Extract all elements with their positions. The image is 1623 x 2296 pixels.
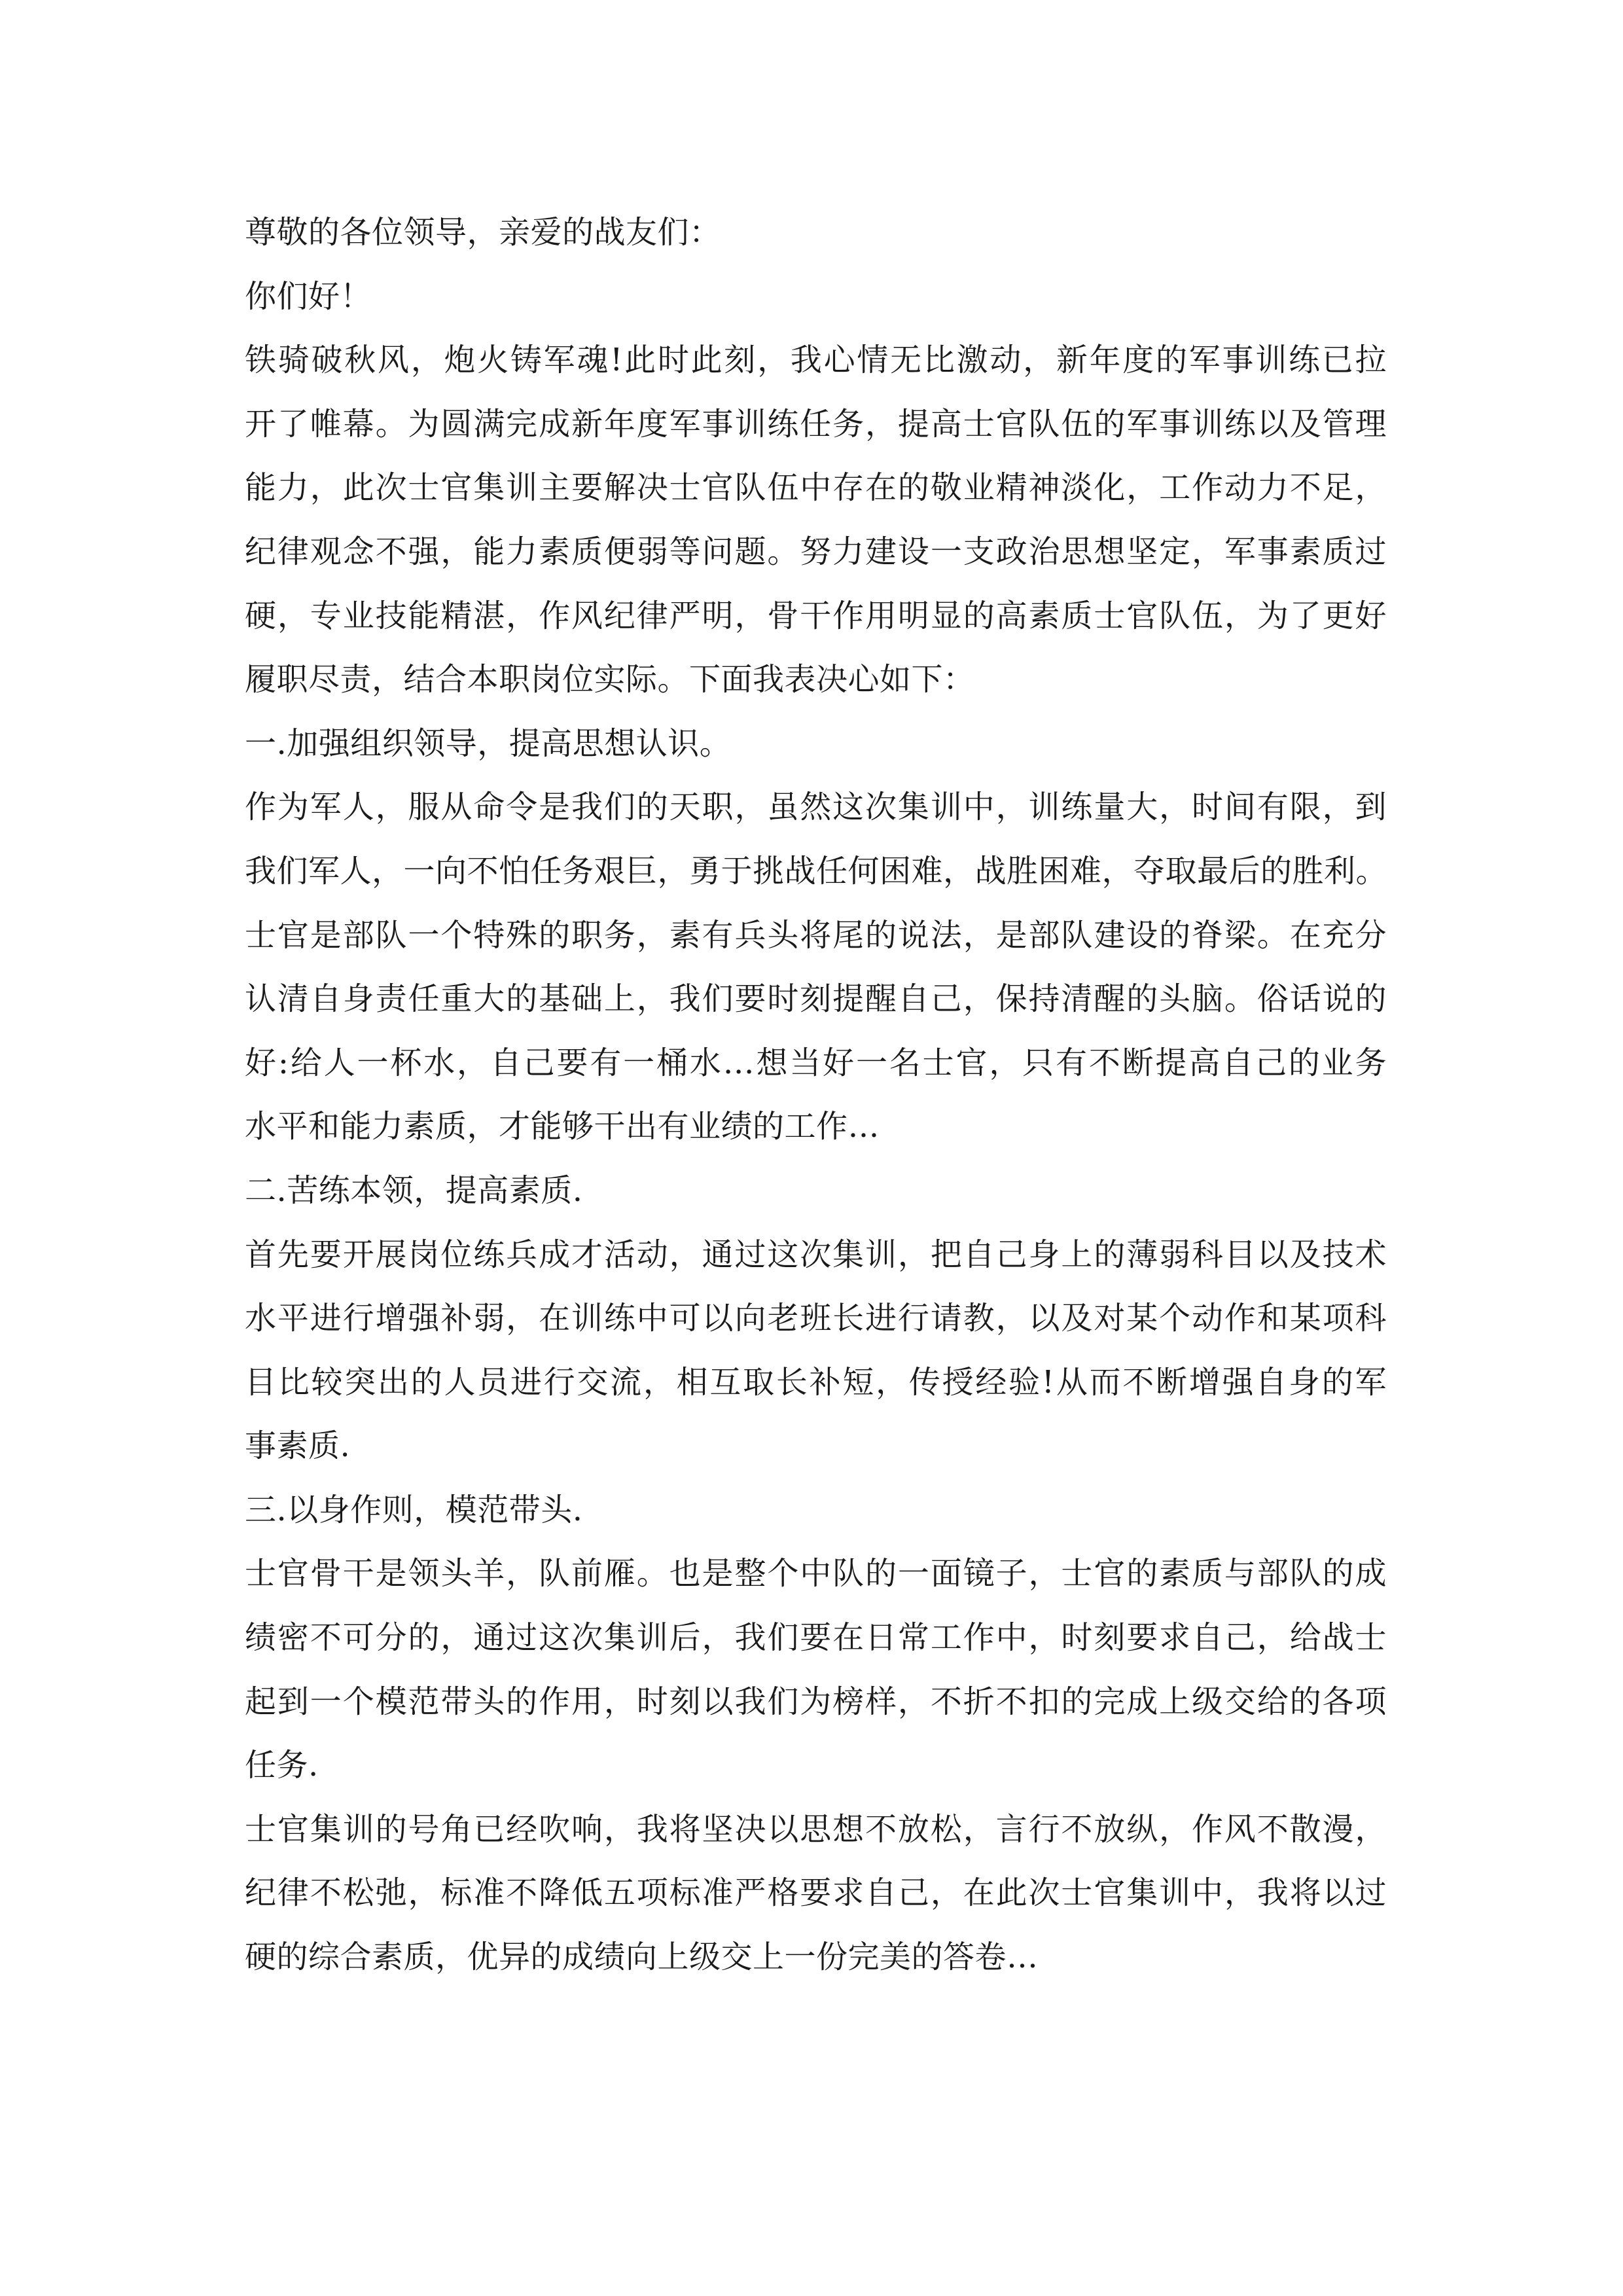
text-line: 士官集训的号角已经吹响，我将坚决以思想不放松，言行不放纵，作风不散漫， <box>245 1810 1387 1848</box>
text-line: 硬，专业技能精湛，作风纪律严明，骨干作用明显的高素质士官队伍，为了更好 <box>245 597 1387 634</box>
text-line: 事素质. <box>245 1427 351 1465</box>
text-line: 认清自身责任重大的基础上，我们要时刻提醒自己，保持清醒的头脑。俗话说的 <box>245 980 1387 1018</box>
text-line: 起到一个模范带头的作用，时刻以我们为榜样，不折不扣的完成上级交给的各项 <box>245 1683 1387 1720</box>
text-line: 纪律不松弛，标准不降低五项标准严格要求自己，在此次士官集训中，我将以过 <box>245 1874 1387 1912</box>
text-line: 履职尽责，结合本职岗位实际。下面我表决心如下： <box>245 661 975 698</box>
section-heading-2: 二.苦练本领，提高素质. <box>245 1172 583 1209</box>
section-heading-1: 一.加强组织领导，提高思想认识。 <box>245 725 732 762</box>
text-line: 绩密不可分的，通过这次集训后，我们要在日常工作中，时刻要求自己，给战士 <box>245 1619 1387 1657</box>
text-line: 水平进行增强补弱，在训练中可以向老班长进行请教，以及对某个动作和某项科 <box>245 1300 1387 1337</box>
speech-text <box>245 201 1387 1990</box>
text-line: 士官是部队一个特殊的职务，素有兵头将尾的说法，是部队建设的脊梁。在充分 <box>245 916 1387 954</box>
closing-line: 硬的综合素质，优异的成绩向上级交上一份完美的答卷… <box>245 1939 1039 1976</box>
salutation-line: 你们好！ <box>245 278 372 315</box>
text-line: 纪律观念不强，能力素质便弱等问题。努力建设一支政治思想坚定，军事素质过 <box>245 533 1387 570</box>
text-line: 我们军人，一向不怕任务艰巨，勇于挑战任何困难，战胜困难，夺取最后的胜利。 <box>245 852 1388 889</box>
greeting-line: 尊敬的各位领导，亲爱的战友们： <box>245 214 721 251</box>
text-line: 目比较突出的人员进行交流，相互取长补短，传授经验!从而不断增强自身的军 <box>245 1363 1387 1401</box>
text-line: 铁骑破秋风，炮火铸军魂!此时此刻，我心情无比激动，新年度的军事训练已拉 <box>245 342 1387 379</box>
text-line: 任务. <box>245 1747 319 1784</box>
text-line: 能力，此次士官集训主要解决士官队伍中存在的敬业精神淡化，工作动力不足， <box>245 469 1387 507</box>
text-line: 开了帷幕。为圆满完成新年度军事训练任务，提高士官队伍的军事训练以及管理 <box>245 405 1387 442</box>
text-line: 士官骨干是领头羊，队前雁。也是整个中队的一面镜子，士官的素质与部队的成 <box>245 1555 1387 1592</box>
text-line: 首先要开展岗位练兵成才活动，通过这次集训，把自己身上的薄弱科目以及技术 <box>245 1236 1387 1273</box>
text-line: 好:给人一杯水，自己要有一桶水…想当好一名士官，只有不断提高自己的业务 <box>245 1044 1387 1081</box>
text-line: 水平和能力素质，才能够干出有业绩的工作… <box>245 1108 880 1145</box>
section-heading-3: 三.以身作则，模范带头. <box>245 1491 583 1528</box>
text-line: 作为军人，服从命令是我们的天职，虽然这次集训中，训练量大，时间有限，到 <box>245 789 1387 826</box>
